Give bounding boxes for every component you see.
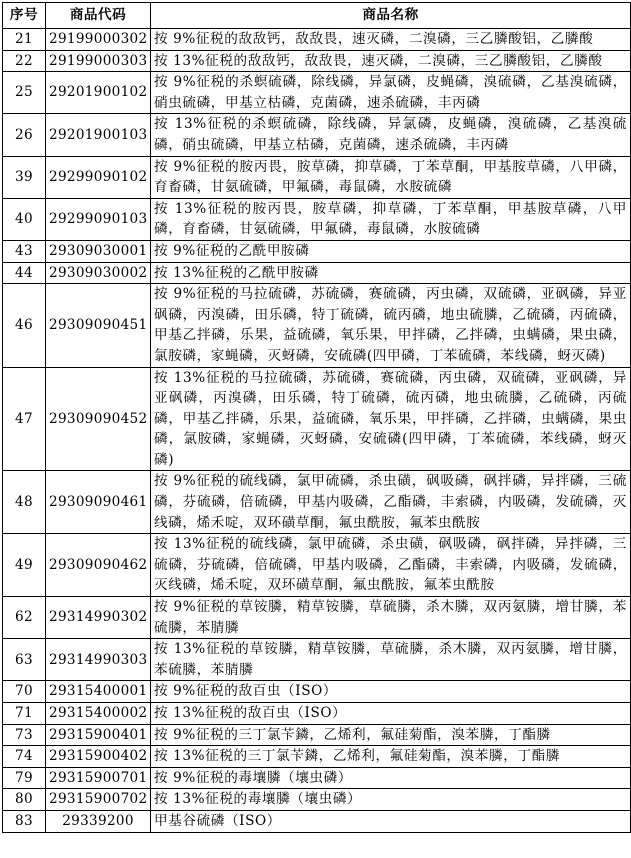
commodity-name-cell: 按 13%征税的杀螟硫磷，除线磷，异氯磷，皮蝇磷，溴硫磷，乙基溴硫磷，硝虫硫磷，甲基立枯磷，克菌磷，速杀硫磷，丰丙磷 bbox=[151, 114, 631, 156]
table-row bbox=[3, 639, 631, 681]
serial-no-cell: 73 bbox=[3, 724, 46, 746]
serial-no-cell: 22 bbox=[3, 50, 46, 72]
table-row bbox=[3, 367, 631, 471]
commodity-code-cell: 29315900402 bbox=[46, 746, 151, 768]
serial-no-cell: 48 bbox=[3, 471, 46, 534]
commodity-code-cell: 29315900701 bbox=[46, 767, 151, 789]
serial-no-cell: 83 bbox=[3, 810, 46, 832]
commodity-code-cell: 29314990302 bbox=[46, 597, 151, 639]
table-row bbox=[3, 681, 631, 703]
commodity-code-cell: 29315400001 bbox=[46, 681, 151, 703]
commodity-name-cell: 按 9%征税的毒壤膦（壤虫磷） bbox=[151, 767, 631, 789]
table-row bbox=[3, 597, 631, 639]
table-row bbox=[3, 198, 631, 240]
commodity-code-cell: 29299090102 bbox=[46, 156, 151, 198]
serial-no-cell: 47 bbox=[3, 367, 46, 471]
table-row bbox=[3, 703, 631, 725]
commodity-code-cell: 29309090461 bbox=[46, 471, 151, 534]
serial-no-cell: 70 bbox=[3, 681, 46, 703]
table-row bbox=[3, 746, 631, 768]
commodity-code-cell: 29309090452 bbox=[46, 367, 151, 471]
commodity-code-cell: 29309090451 bbox=[46, 284, 151, 367]
serial-no-cell: 74 bbox=[3, 746, 46, 768]
serial-no-cell: 39 bbox=[3, 156, 46, 198]
serial-no-cell: 46 bbox=[3, 284, 46, 367]
table-row bbox=[3, 114, 631, 156]
commodity-code-cell: 29315900401 bbox=[46, 724, 151, 746]
table-row bbox=[3, 262, 631, 284]
commodity-table bbox=[2, 2, 631, 833]
commodity-name-cell: 按 9%征税的草铵膦，精草铵膦，草硫膦，杀木膦，双丙氨膦，增甘膦，苯硫膦，苯腈膦 bbox=[151, 597, 631, 639]
commodity-name-cell: 按 13%征税的胺丙畏，胺草磷，抑草磷，丁苯草酮，甲基胺草磷，八甲磷，育畜磷，甘氨硫磷，甲氟磷，毒鼠磷，水胺硫磷 bbox=[151, 198, 631, 240]
table-header-row bbox=[3, 3, 631, 29]
serial-no-cell: 79 bbox=[3, 767, 46, 789]
commodity-code-cell: 29299090103 bbox=[46, 198, 151, 240]
commodity-name-cell: 按 13%征税的敌百虫（ISO） bbox=[151, 703, 631, 725]
table-row bbox=[3, 50, 631, 72]
commodity-name-cell: 按 9%征税的杀螟硫磷，除线磷，异氯磷，皮蝇磷，溴硫磷，乙基溴硫磷，硝虫硫磷，甲基立枯磷，克菌磷，速杀硫磷，丰丙磷 bbox=[151, 72, 631, 114]
commodity-name-cell: 按 9%征税的敌敌钙，敌敌畏，速灭磷，二溴磷，三乙膦酸铝，乙膦酸 bbox=[151, 29, 631, 51]
table-row bbox=[3, 789, 631, 811]
commodity-code-cell: 29315400002 bbox=[46, 703, 151, 725]
header-commodity-name: 商品名称 bbox=[151, 3, 631, 29]
table-row bbox=[3, 767, 631, 789]
commodity-code-cell: 29201900102 bbox=[46, 72, 151, 114]
serial-no-cell: 40 bbox=[3, 198, 46, 240]
commodity-name-cell: 按 9%征税的马拉硫磷，苏硫磷，赛硫磷，丙虫磷，双硫磷，亚砜磷，异亚砜磷，丙溴磷，田乐磷，特丁硫磷，硫丙磷，地虫硫膦，乙硫磷，丙硫磷，甲基乙拌磷，乐果，益硫磷，氧乐果，甲拌磷，乙拌磷，虫螨磷，果虫磷，氯胺磷，家蝇磷，灭蚜磷，安硫磷(四甲磷，丁苯硫磷，苯线磷，蚜灭磷) bbox=[151, 284, 631, 367]
commodity-name-cell: 按 9%征税的硫线磷，氯甲硫磷，杀虫磺，砜吸磷，砜拌磷，异拌磷，三硫磷，芬硫磷，倍硫磷，甲基内吸磷，乙酯磷，丰索磷，内吸磷，发硫磷，灭线磷，烯禾啶，双环磺草酮，氟虫酰胺，氟苯虫酰胺 bbox=[151, 471, 631, 534]
commodity-code-cell: 29339200 bbox=[46, 810, 151, 832]
commodity-code-cell: 29309090462 bbox=[46, 534, 151, 597]
serial-no-cell: 44 bbox=[3, 262, 46, 284]
commodity-name-cell: 按 13%征税的三丁氯苄鏻，乙烯利，氟硅菊酯，溴苯膦，丁酯膦 bbox=[151, 746, 631, 768]
header-serial-no: 序号 bbox=[3, 3, 46, 29]
commodity-name-cell: 按 13%征税的草铵膦，精草铵膦，草硫膦，杀木膦，双丙氨膦，增甘膦，苯硫膦，苯腈膦 bbox=[151, 639, 631, 681]
serial-no-cell: 21 bbox=[3, 29, 46, 51]
table-row bbox=[3, 724, 631, 746]
commodity-name-cell: 按 9%征税的敌百虫（ISO） bbox=[151, 681, 631, 703]
table-row bbox=[3, 29, 631, 51]
commodity-name-cell: 甲基谷硫磷（ISO） bbox=[151, 810, 631, 832]
table-row bbox=[3, 534, 631, 597]
commodity-code-cell: 29201900103 bbox=[46, 114, 151, 156]
commodity-name-cell: 按 13%征税的毒壤膦（壤虫磷） bbox=[151, 789, 631, 811]
commodity-code-cell: 29199000303 bbox=[46, 50, 151, 72]
serial-no-cell: 62 bbox=[3, 597, 46, 639]
commodity-code-cell: 29199000302 bbox=[46, 29, 151, 51]
serial-no-cell: 25 bbox=[3, 72, 46, 114]
commodity-code-cell: 29314990303 bbox=[46, 639, 151, 681]
commodity-name-cell: 按 13%征税的马拉硫磷，苏硫磷，赛硫磷，丙虫磷，双硫磷，亚砜磷，异亚砜磷，丙溴磷，田乐磷，特丁硫磷，硫丙磷，地虫硫膦，乙硫磷，丙硫磷，甲基乙拌磷，乐果，益硫磷，氧乐果，甲拌磷，乙拌磷，虫螨磷，果虫磷，氯胺磷，家蝇磷，灭蚜磷，安硫磷(四甲磷，丁苯硫磷，苯线磷，蚜灭磷) bbox=[151, 367, 631, 471]
commodity-name-cell: 按 13%征税的乙酰甲胺磷 bbox=[151, 262, 631, 284]
commodity-name-cell: 按 13%征税的敌敌钙，敌敌畏，速灭磷，二溴磷，三乙膦酸铝，乙膦酸 bbox=[151, 50, 631, 72]
commodity-code-cell: 29309030002 bbox=[46, 262, 151, 284]
serial-no-cell: 43 bbox=[3, 240, 46, 262]
table-row bbox=[3, 240, 631, 262]
commodity-code-cell: 29315900702 bbox=[46, 789, 151, 811]
table-row bbox=[3, 810, 631, 832]
commodity-name-cell: 按 9%征税的乙酰甲胺磷 bbox=[151, 240, 631, 262]
serial-no-cell: 49 bbox=[3, 534, 46, 597]
serial-no-cell: 80 bbox=[3, 789, 46, 811]
table-row bbox=[3, 471, 631, 534]
table-row bbox=[3, 284, 631, 367]
commodity-code-cell: 29309030001 bbox=[46, 240, 151, 262]
table-row bbox=[3, 72, 631, 114]
commodity-name-cell: 按 9%征税的胺丙畏，胺草磷，抑草磷，丁苯草酮，甲基胺草磷，八甲磷，育畜磷，甘氨硫磷，甲氟磷，毒鼠磷，水胺硫磷 bbox=[151, 156, 631, 198]
commodity-name-cell: 按 9%征税的三丁氯苄鏻，乙烯利，氟硅菊酯，溴苯膦，丁酯膦 bbox=[151, 724, 631, 746]
table-row bbox=[3, 156, 631, 198]
serial-no-cell: 26 bbox=[3, 114, 46, 156]
commodity-name-cell: 按 13%征税的硫线磷，氯甲硫磷，杀虫磺，砜吸磷，砜拌磷，异拌磷，三硫磷，芬硫磷，倍硫磷，甲基内吸磷，乙酯磷，丰索磷，内吸磷，发硫磷，灭线磷，烯禾啶，双环磺草酮，氟虫酰胺，氟苯虫酰胺 bbox=[151, 534, 631, 597]
serial-no-cell: 71 bbox=[3, 703, 46, 725]
serial-no-cell: 63 bbox=[3, 639, 46, 681]
header-commodity-code: 商品代码 bbox=[46, 3, 151, 29]
